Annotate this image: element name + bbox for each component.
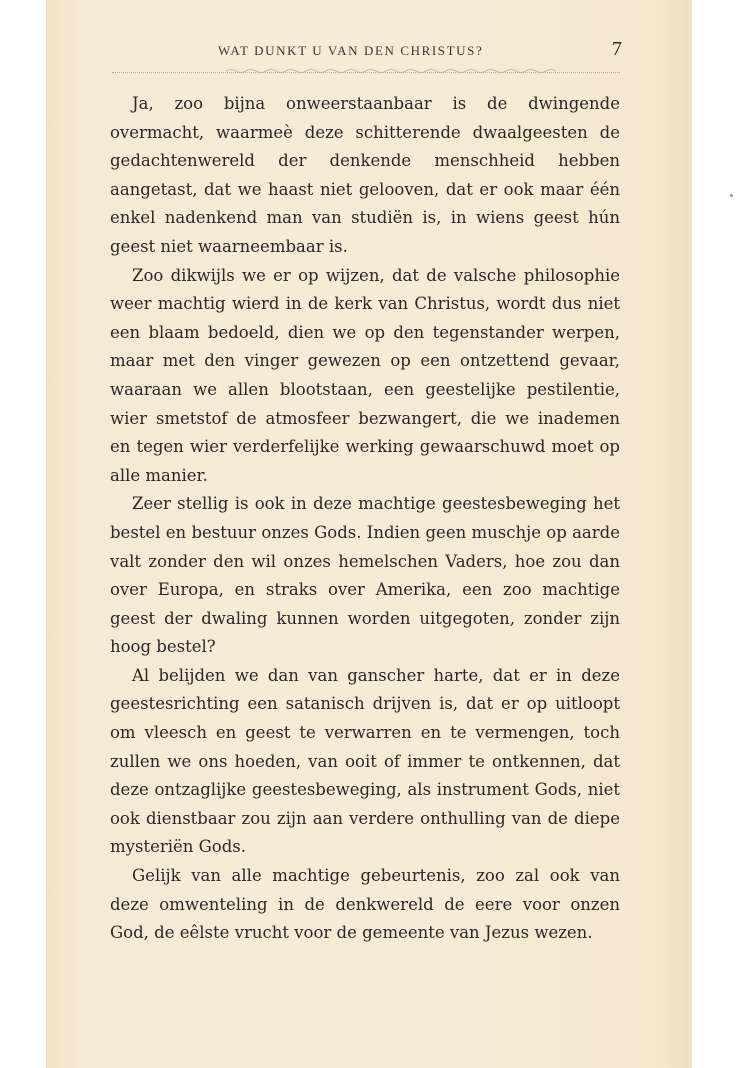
paragraph: Zeer stellig is ook in deze machtige geestesbeweging het bestel en bestuur onzes Gods. Indien geen muschje op aarde valt zonder den wil onzes hemelschen Vaders, hoe zou dan over Europa, en straks over Amerika, een zoo machtige geest der dwaling kunnen worden uitgegoten, zonder zijn hoog bestel? [110,494,620,657]
paragraph: Zoo dikwijls we er op wijzen, dat de valsche philosophie weer machtig wierd in de kerk van Christus, wordt dus niet een blaam bedoeld, dien we op den tegenstander werpen, maar met den vinger gewezen op een ontzettend gevaar, waaraan we allen blootstaan, een geestelijke pestilentie, wier smetstof de atmosfeer bezwangert, die we inademen en tegen wier verderfelijke werking gewaarschuwd moet op alle manier. [110,265,620,485]
header-ornament [226,68,556,74]
page-body [110,90,620,948]
page-number: 7 [612,38,622,60]
paragraph: Gelijk van alle machtige gebeurtenis, zoo zal ook van deze omwenteling in de denkwereld de eere voor onzen God, de eêlste vrucht voor de gemeente van Jezus wezen. [110,866,620,943]
paragraph: Al belijden we dan van ganscher harte, dat er in deze geestesrichting een satanisch drijven is, dat er op uitloopt om vleesch en geest te verwarren en te vermengen, toch zullen we ons hoeden, van ooit of immer te ontkennen, dat deze ontzaglijke geestesbeweging, als instrument Gods, niet ook dienstbaar zou zijn aan verdere onthulling van de diepe mysteriën Gods. [110,665,620,857]
page-speck [730,194,733,197]
running-title: WAT DUNKT U VAN DEN CHRISTUS? [218,43,484,58]
page-header [46,38,692,68]
book-page [46,0,692,1068]
paragraph: Ja, zoo bijna onweerstaanbaar is de dwingende overmacht, waarmeè deze schitterende dwaalgeesten de gedachtenwereld der denkende menschheid hebben aangetast, dat we haast niet gelooven, dat er ook maar één enkel nadenkend man van studiën is, in wiens geest hún geest niet waarneembaar is. [110,94,620,256]
